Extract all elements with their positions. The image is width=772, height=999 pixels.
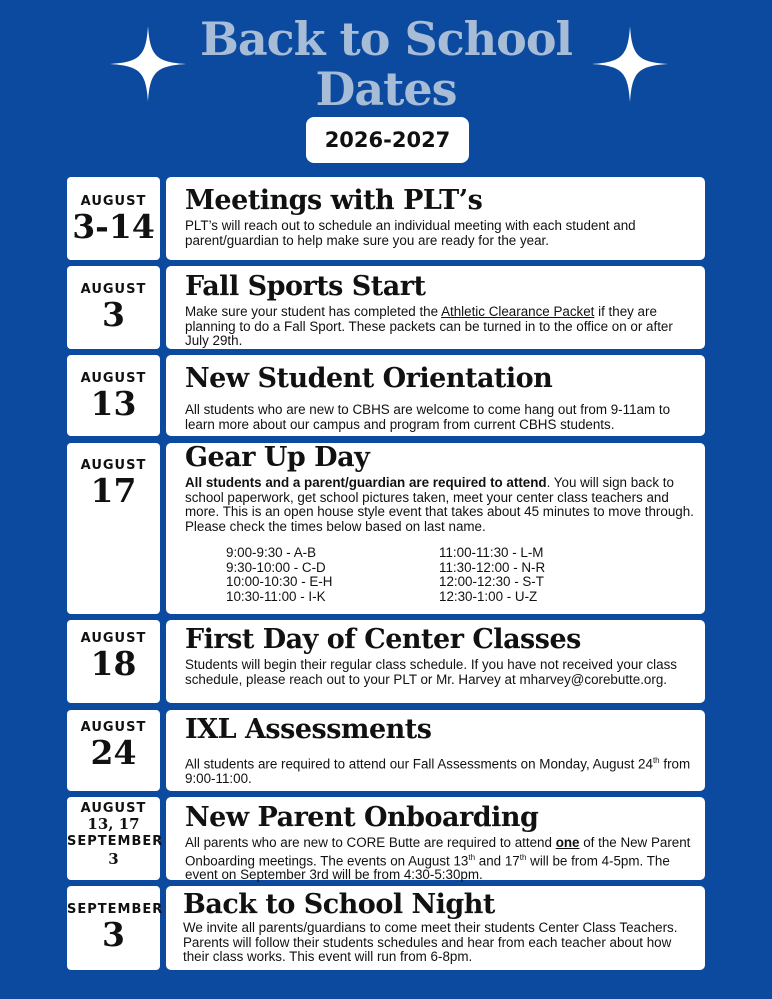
- description-text: from 9:00-11:00.: [185, 756, 691, 786]
- event-title: New Parent Onboarding: [185, 802, 539, 833]
- event-month: AUGUST: [80, 194, 147, 209]
- page-title-line2: Dates: [315, 62, 457, 116]
- schedule-slot: 12:30-1:00 - U-Z: [439, 588, 538, 604]
- ordinal-suffix: th: [652, 756, 660, 765]
- event-card: [166, 443, 705, 614]
- event-day: 17: [90, 471, 137, 510]
- ordinal-suffix: th: [468, 852, 476, 862]
- event-description: [185, 305, 695, 349]
- description-text: . You will sign back to school paperwork, get school pictures taken, meet your center class teachers and more. This is an open house style event that takes about 45 minutes to move through. Please check the times below based on last name.: [185, 475, 694, 534]
- event-card: [166, 710, 705, 791]
- event-month: AUGUST: [80, 720, 147, 735]
- emphasis-one: one: [555, 835, 580, 850]
- page-title-line1: Back to School: [199, 12, 573, 66]
- event-day: 3: [102, 915, 125, 954]
- event-row-orientation: [67, 355, 705, 436]
- event-description: PLT’s will reach out to schedule an individual meeting with each student and parent/guardian to help make sure you are ready for the year.: [185, 218, 636, 248]
- description-text: and 17: [475, 852, 520, 868]
- required-notice: All students and a parent/guardian are required to attend: [185, 475, 547, 490]
- event-date: [67, 886, 164, 970]
- event-date: [67, 620, 160, 703]
- event-month: AUGUST: [80, 458, 147, 473]
- event-date: [67, 710, 160, 791]
- event-day: 18: [90, 644, 137, 683]
- event-title: Fall Sports Start: [185, 271, 426, 302]
- event-card: [166, 797, 705, 883]
- description-text: if they are planning to do a Fall Sport. These packets can be turned in to the office on or after July 29th.: [185, 304, 673, 348]
- event-month: AUGUST: [80, 371, 147, 386]
- description-text: Make sure your student has completed the: [185, 304, 442, 319]
- event-row-plt-meetings: [67, 177, 705, 260]
- event-description: All students who are new to CBHS are welcome to come hang out from 9-11am to learn more about our campus and program from current CBHS students.: [185, 402, 671, 432]
- athletic-clearance-link[interactable]: Athletic Clearance Packet: [441, 304, 595, 319]
- description-text: of the New Parent Onboarding meetings. The events on August 13: [185, 835, 691, 868]
- schedule-slot: 10:00-10:30 - E-H: [226, 574, 333, 589]
- event-card: [166, 177, 705, 260]
- event-card: [166, 620, 705, 703]
- event-description: Students will begin their regular class schedule. If you have not received your class schedule, please reach out to your PLT or Mr. Harvey at mharvey@corebutte.org.: [185, 657, 677, 687]
- event-description: [185, 754, 695, 786]
- event-month: SEPTEMBER: [67, 902, 164, 917]
- event-date: [67, 443, 160, 614]
- schedule-slot: 11:30-12:00 - N-R: [439, 559, 546, 575]
- event-day: 3-14: [72, 207, 155, 246]
- event-description: [185, 476, 695, 534]
- event-title: Gear Up Day: [185, 442, 370, 473]
- event-day: 24: [90, 733, 137, 772]
- description-text: All students are required to attend our Fall Assessments on Monday, August 24: [185, 756, 653, 772]
- event-row-gear-up-day: [67, 443, 705, 614]
- schedule-column-right: [439, 546, 545, 604]
- schedule-slot: 11:00-11:30 - L-M: [439, 545, 544, 560]
- event-date: [67, 355, 160, 436]
- event-title: Back to School Night: [183, 889, 495, 920]
- event-row-first-day: [67, 620, 705, 703]
- event-row-ixl: [67, 710, 705, 791]
- event-day-2: 3: [108, 850, 119, 868]
- event-description: We invite all parents/guardians to come meet their students Center Class Teachers. Parents will follow their students schedules and hear from each teacher about how their class works. This event will run from 6-8pm.: [183, 920, 678, 964]
- schedule-slot: 10:30-11:00 - I-K: [226, 588, 326, 604]
- event-title: New Student Orientation: [185, 363, 553, 394]
- event-date: [67, 177, 160, 260]
- event-day: 3: [102, 295, 125, 334]
- event-row-back-to-school-night: [67, 886, 705, 970]
- event-row-parent-onboarding: [67, 797, 705, 883]
- description-text: will be from 4-5pm. The event on September 3rd will be from 4:30-5:30pm.: [185, 852, 670, 883]
- event-description: [185, 836, 695, 883]
- schedule-slot: 9:30-10:00 - C-D: [226, 559, 326, 575]
- ordinal-suffix: th: [519, 852, 527, 862]
- school-year-badge: 2026-2027: [306, 117, 469, 163]
- description-text: All parents who are new to CORE Butte are required to attend: [185, 835, 556, 850]
- event-title: Meetings with PLT’s: [185, 185, 483, 216]
- event-card: [166, 266, 705, 349]
- event-title: IXL Assessments: [185, 714, 432, 745]
- event-card: [166, 886, 705, 970]
- event-row-fall-sports: [67, 266, 705, 349]
- event-day: 13: [90, 384, 137, 423]
- schedule-slot: 9:00-9:30 - A-B: [226, 545, 317, 560]
- event-month: AUGUST: [80, 801, 147, 816]
- event-month-2: SEPTEMBER: [67, 834, 164, 849]
- event-date: [67, 266, 160, 349]
- schedule-column-left: [226, 546, 332, 604]
- event-day: 13, 17: [87, 815, 140, 833]
- event-title: First Day of Center Classes: [185, 624, 581, 655]
- event-card: [166, 355, 705, 436]
- event-date: [67, 797, 164, 880]
- schedule-slot: 12:00-12:30 - S-T: [439, 574, 544, 589]
- event-month: AUGUST: [80, 282, 147, 297]
- event-month: AUGUST: [80, 631, 147, 646]
